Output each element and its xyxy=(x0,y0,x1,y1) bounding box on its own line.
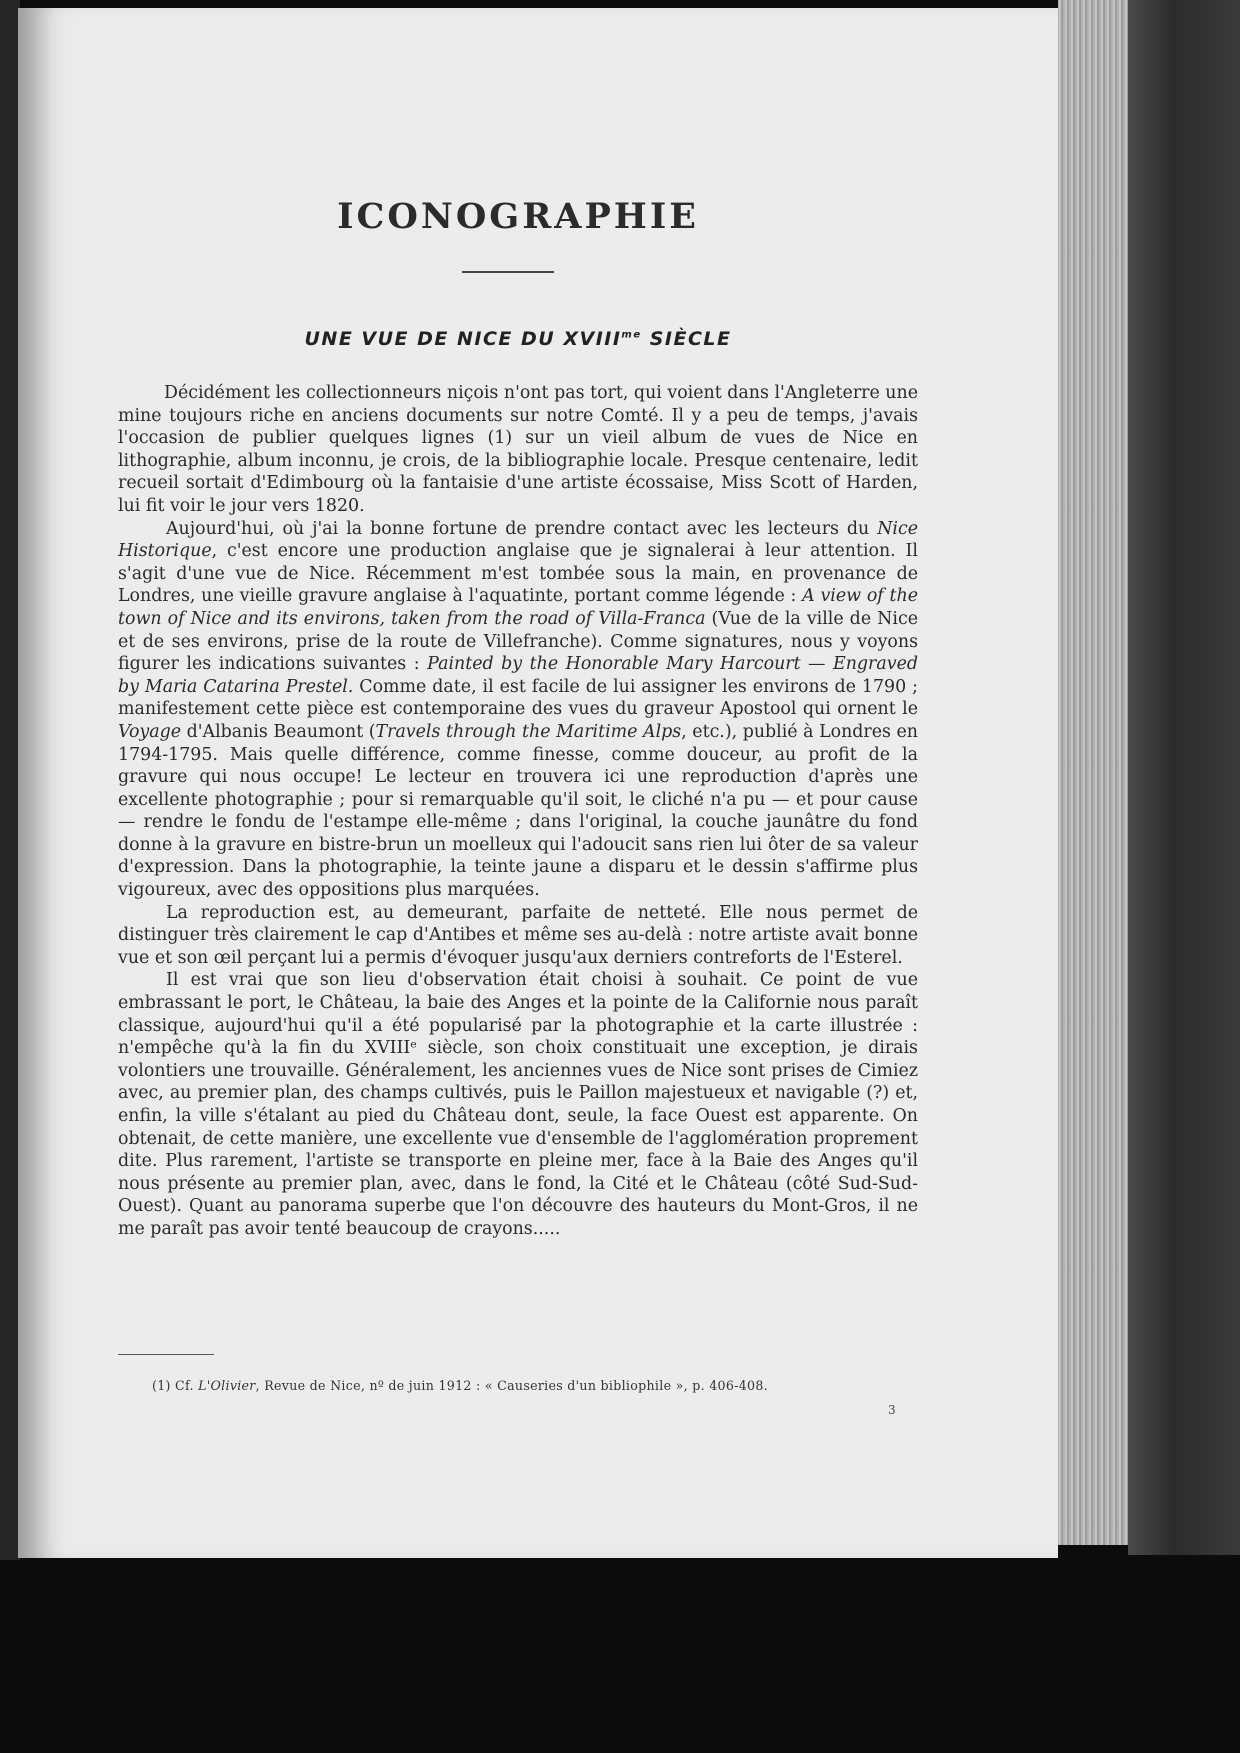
p2-text-k: , etc.), publié à Londres en 1794-1795. Mais quelle différence, comme finesse, comme douceur, au profit de la gravure qui nous occupe! Le lecteur en trouvera ici une reproduction d'après une excellente photographie ; pour si remarquable qu'il soit, le cliché n'a pu — et pour cause — rendre le fondu de l'estampe elle-même ; dans l'original, la couche jaunâtre du fond donne à la gravure en bistre-brun un moelleux qui l'adoucit sans rien lui ôter de sa valeur d'expression. Dans la photographie, la teinte jaune a disparu et le dessin s'affirme plus vigoureux, avec des oppositions plus marquées. xyxy=(118,721,918,901)
article-title xyxy=(118,328,918,350)
paragraph-4: Il est vrai que son lieu d'observation était choisi à souhait. Ce point de vue embrassant le port, le Château, la baie des Anges et la pointe de la Californie nous paraît classique, aujourd'hui qu'il a été popularisé par la photographie et la carte illustrée : n'empêche qu'à la fin du XVIIIᵉ siècle, son choix constituait une exception, je dirais volontiers une trouvaille. Généralement, les anciennes vues de Nice sont prises de Cimiez avec, au premier plan, des champs cultivés, puis le Paillon majestueux et navigable (?) et, enfin, la ville s'étalant au pied du Château dont, seule, la face Ouest est apparente. On obtenait, de cette manière, une excellente vue d'ensemble de l'agglomération proprement dite. Plus rarement, l'artiste se transporte en pleine mer, face à la Baie des Anges qu'il nous présente au premier plan, avec, dans le fond, la Cité et le Château (côté Sud-Sud-Ouest). Quant au panorama superbe que l'on découvre des hauteurs du Mont-Gros, il ne me paraît pas avoir tenté beaucoup de crayons..... xyxy=(118,970,918,1239)
p2-text-a: Aujourd'hui, où j'ai la bonne fortune de prendre contact avec les lecteurs du xyxy=(166,518,878,539)
signature-mark: 3 xyxy=(888,1403,896,1417)
footnote-a: (1) Cf. xyxy=(152,1378,199,1393)
p2-engraving-legend: A view of the town of Nice and its environs, taken from the road of Villa-Franca xyxy=(118,586,918,629)
article-title-sup: me xyxy=(621,329,642,341)
paragraph-3: La reproduction est, au demeurant, parfaite de netteté. Elle nous permet de distinguer très clairement le cap d'Antibes et même ses au-delà : notre artiste avait bonne vue et son œil perçant lui a permis d'évoquer jusqu'aux derniers contreforts de l'Esterel. xyxy=(118,902,918,968)
article-title-end: SIÈCLE xyxy=(641,328,732,350)
footnote-journal: L'Olivier xyxy=(198,1378,256,1393)
p2-voyage: Voyage xyxy=(118,721,182,742)
article-title-text: UNE VUE DE NICE DU XVIII xyxy=(304,328,622,350)
footnote xyxy=(152,1378,932,1393)
book-page xyxy=(18,8,1058,1558)
page-title: ICONOGRAPHIE xyxy=(337,196,699,237)
p2-text-g: Comme date, il est facile de lui assigner les environs de 1790 ; manifestement cette pièce est contemporaine des vues du graveur Apostool qui ornent le xyxy=(118,676,918,720)
page-edges xyxy=(1058,0,1128,1545)
p2-signatures: Painted by the Honorable Mary Harcourt — Engraved by Maria Catarina Prestel. xyxy=(118,654,918,697)
title-rule xyxy=(462,271,554,273)
p2-travels: Travels through the Maritime Alps xyxy=(375,721,682,742)
p2-text-c: , c'est encore une production anglaise que je signalerai à leur attention. Il s'agit d'une vue de Nice. Récemment m'est tombée sous la main, en provenance de Londres, une vieille gravure anglaise à l'aquatinte, portant comme légende : xyxy=(118,541,918,607)
p2-journal-title: Nice Historique xyxy=(118,518,918,562)
footnote-rule xyxy=(118,1354,214,1355)
article-body xyxy=(118,382,918,1241)
binding-shadow xyxy=(0,0,20,1560)
footnote-c: , Revue de Nice, nº de juin 1912 : « Causeries d'un bibliophile », p. 406-408. xyxy=(255,1378,768,1393)
p2-text-e: (Vue de la ville de Nice et de ses environs, prise de la route de Villefranche). Comme signatures, nous y voyons figurer les indications suivantes : xyxy=(118,608,918,675)
paragraph-1: Décidément les collectionneurs niçois n'ont pas tort, qui voient dans l'Angleterre une mine toujours riche en anciens documents sur notre Comté. Il y a peu de temps, j'avais l'occasion de publier quelques lignes (1) sur un vieil album de vues de Nice en lithographie, album inconnu, je crois, de la bibliographie locale. Presque centenaire, ledit recueil sortait d'Edimbourg où la fantaisie d'une artiste écossaise, Miss Scott of Harden, lui fit voir le jour vers 1820. xyxy=(118,383,918,516)
book-cover xyxy=(1128,0,1240,1555)
paragraph-2 xyxy=(118,518,918,902)
p2-text-i: d'Albanis Beaumont ( xyxy=(181,721,376,742)
